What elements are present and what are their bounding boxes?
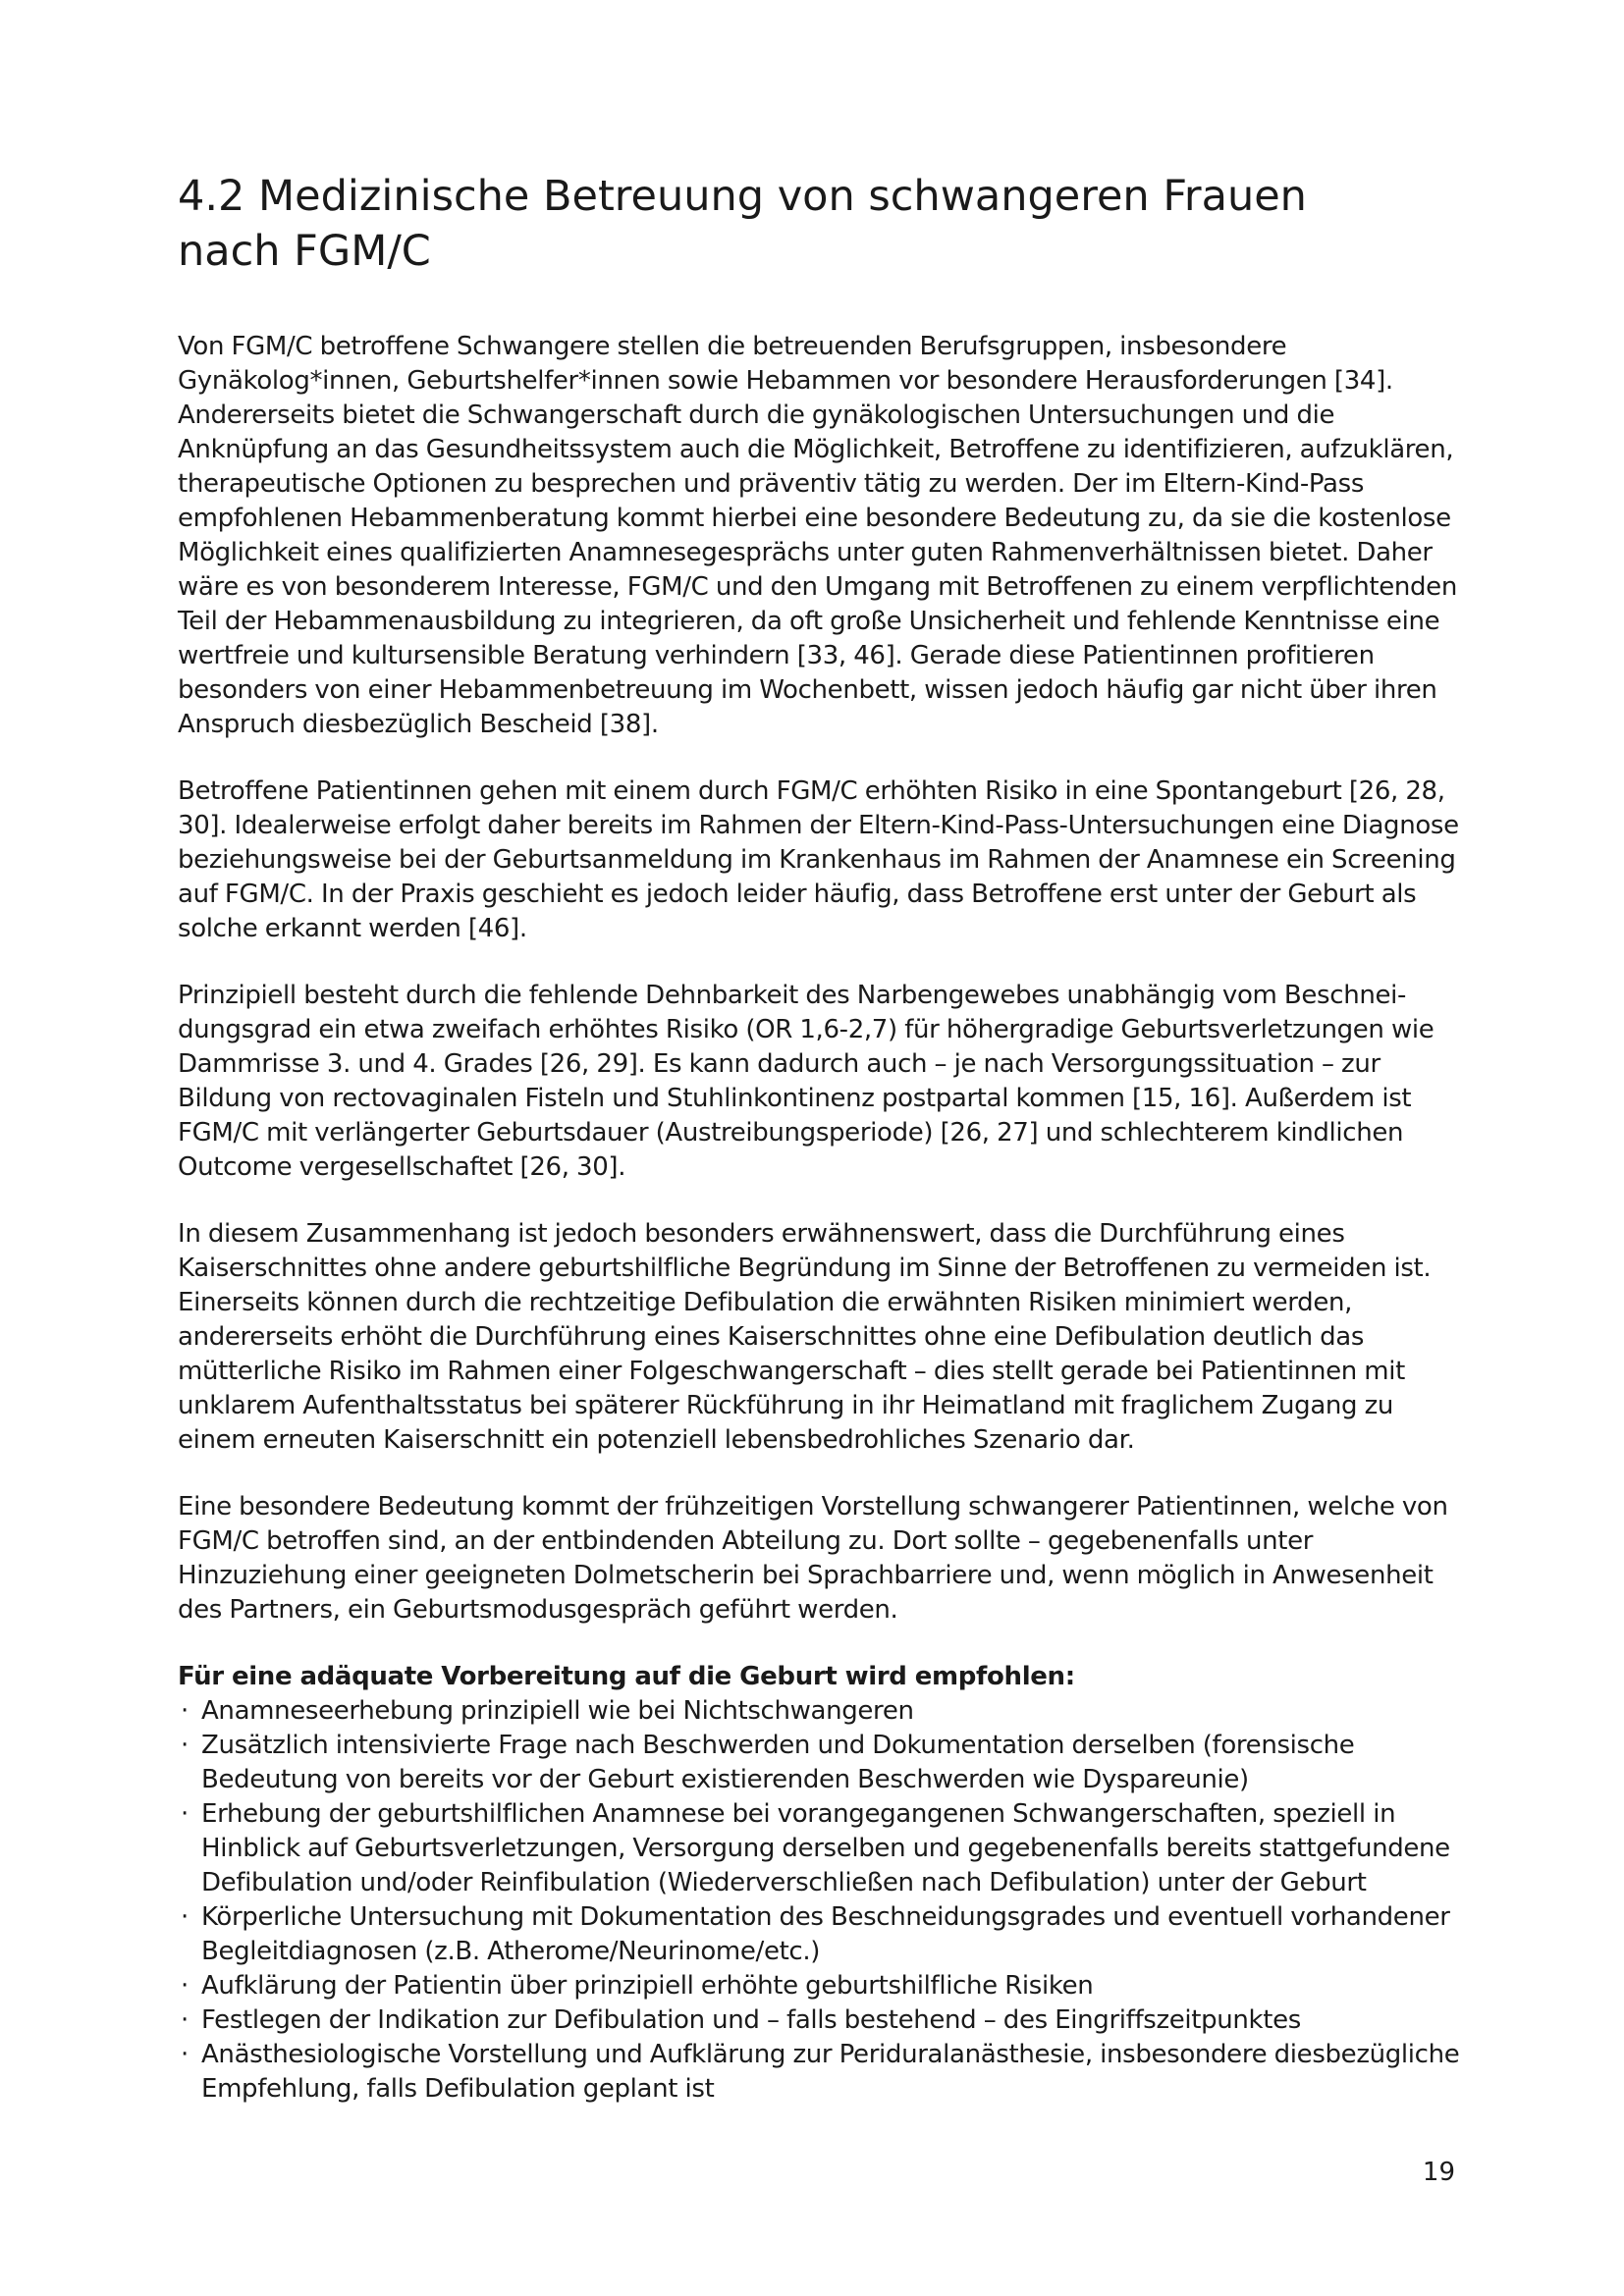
list-item	[178, 1729, 1464, 1797]
list-item-text: Anamneseerhebung prinzipiell wie bei Nichtschwangeren	[201, 1696, 914, 1726]
bullet-icon: ·	[181, 2040, 189, 2069]
bullet-icon: ·	[181, 2005, 189, 2035]
list-item-text: Zusätzlich intensivierte Frage nach Beschwerden und Dokumentation derselben (forensische Bedeutung von bereits vor der Geburt existierenden Beschwerden wie Dyspareunie)	[201, 1731, 1355, 1794]
list-item-text: Körperliche Untersuchung mit Dokumentation des Beschneidungsgrades und eventuell vorhandener Begleitdiagnosen (z.B. Atherome/Neurinome/etc.)	[201, 1902, 1450, 1966]
list-item	[178, 2003, 1464, 2038]
section-heading: 4.2 Medizinische Betreuung von schwangeren Frauen nach FGM/C	[178, 172, 1307, 276]
bullet-icon: ·	[181, 1971, 189, 2001]
recommendations-title: Für eine adäquate Vorbereitung auf die Geburt wird empfohlen:	[178, 1662, 1075, 1691]
list-item	[178, 2038, 1464, 2107]
list-item	[178, 1797, 1464, 1900]
bullet-icon: ·	[181, 1902, 189, 1932]
list-item-text: Aufklärung der Patientin über prinzipiell erhöhte geburtshilfliche Risiken	[201, 1971, 1094, 2001]
paragraph-birth-injuries: Prinzipiell besteht durch die fehlende Dehnbarkeit des Narbengewebes unabhängig vom Beschneidungsgrad ein etwa zweifach erhöhtes Risiko (OR 1,6-2,7) für höhergradige Geburtsverletzungen wie Dammrisse 3. und 4. Grades [26, 29]. Es kann dadurch auch – je nach Versorgungssituation – zur Bildung von rectovaginalen Fisteln und Stuhlinkontinenz postpartal kommen [15, 16]. Außerdem ist FGM/C mit verlängerter Geburtsdauer (Austreibungsperiode) [26, 27] und schlechterem kindlichen Outcome vergesellschaftet [26, 30].	[178, 981, 1435, 1182]
list-item-text: Festlegen der Indikation zur Defibulation und – falls bestehend – des Eingriffszeitpunktes	[201, 2005, 1301, 2035]
bullet-icon: ·	[181, 1696, 189, 1726]
list-item-text: Anästhesiologische Vorstellung und Aufklärung zur Periduralanästhesie, insbesondere diesbezügliche Empfehlung, falls Defibulation geplant ist	[201, 2040, 1460, 2104]
paragraph-risk-spontaneous-birth: Betroffene Patientinnen gehen mit einem durch FGM/C erhöhten Risiko in eine Spontangeburt [26, 28, 30]. Idealerweise erfolgt daher bereits im Rahmen der Eltern-Kind-Pass-Untersuchungen eine Diagnose beziehungsweise bei der Geburtsanmeldung im Krankenhaus im Rahmen der Anamnese ein Screening auf FGM/C. In der Praxis geschieht es jedoch leider häufig, dass Betroffene erst unter der Geburt als solche erkannt werden [46].	[178, 776, 1459, 943]
list-item	[178, 1694, 1464, 1729]
paragraph-early-presentation: Eine besondere Bedeutung kommt der frühzeitigen Vorstellung schwangerer Patientinnen, welche von FGM/C betroffen sind, an der entbindenden Abteilung zu. Dort sollte – gegebenenfalls unter Hinzuziehung einer geeigneten Dolmetscherin bei Sprachbarriere und, wenn möglich in Anwesenheit des Partners, ein Geburtsmodusgespräch geführt werden.	[178, 1492, 1448, 1625]
paragraph-intro: Von FGM/C betroffene Schwangere stellen die betreuenden Berufsgruppen, insbesondere Gynäkolog*innen, Geburtshelfer*innen sowie Hebammen vor besondere Herausforderungen [34]. Andererseits bietet die Schwangerschaft durch die gynäkologischen Untersuchungen und die Anknüpfung an das Gesundheitssystem auch die Möglichkeit, Betroffene zu identifizieren, aufzuklären, therapeutische Optionen zu besprechen und präventiv tätig zu werden. Der im Eltern-Kind-Pass empfohlenen Hebammenberatung kommt hierbei eine besondere Bedeutung zu, da sie die kostenlose Möglichkeit eines qualifizierten Anamnesegesprächs unter guten Rahmenverhältnissen bietet. Daher wäre es von besonderem Interesse, FGM/C und den Umgang mit Betroffenen zu einem verpflichtenden Teil der Hebammenausbildung zu integrieren, da oft große Unsicherheit und fehlende Kenntnisse eine wertfreie und kultursensible Beratung verhindern [33, 46]. Gerade diese Patientinnen profitieren besonders von einer Hebammenbetreuung im Wochenbett, wissen jedoch häufig gar nicht über ihren Anspruch diesbezüglich Bescheid [38].	[178, 332, 1457, 739]
list-item-text: Erhebung der geburtshilflichen Anamnese bei vorangegangenen Schwangerschaften, speziell in Hinblick auf Geburtsverletzungen, Versorgung derselben und gegebenenfalls bereits stattgefundene Defibulation und/oder Reinfibulation (Wiederverschließen nach Defibulation) unter der Geburt	[201, 1799, 1450, 1897]
page-content	[178, 169, 1464, 2107]
bullet-icon: ·	[181, 1731, 189, 1760]
list-item	[178, 1900, 1464, 1969]
bullet-icon: ·	[181, 1799, 189, 1829]
list-item	[178, 1969, 1464, 2003]
paragraph-caesarean: In diesem Zusammenhang ist jedoch besonders erwähnenswert, dass die Durchführung eines Kaiserschnittes ohne andere geburtshilfliche Begründung im Sinne der Betroffenen zu vermeiden ist. Einerseits können durch die rechtzeitige Defibulation die erwähnten Risiken minimiert werden, andererseits erhöht die Durchführung eines Kaiserschnittes ohne eine Defibulation deutlich das mütterliche Risiko im Rahmen einer Folgeschwangerschaft – dies stellt gerade bei Patientinnen mit unklarem Aufenthaltsstatus bei späterer Rückführung in ihr Heimatland mit fraglichem Zugang zu einem erneuten Kaiserschnitt ein potenziell lebensbedrohliches Szenario dar.	[178, 1219, 1432, 1455]
recommendations-list	[178, 1694, 1464, 2107]
page-number: 19	[1422, 2158, 1455, 2187]
